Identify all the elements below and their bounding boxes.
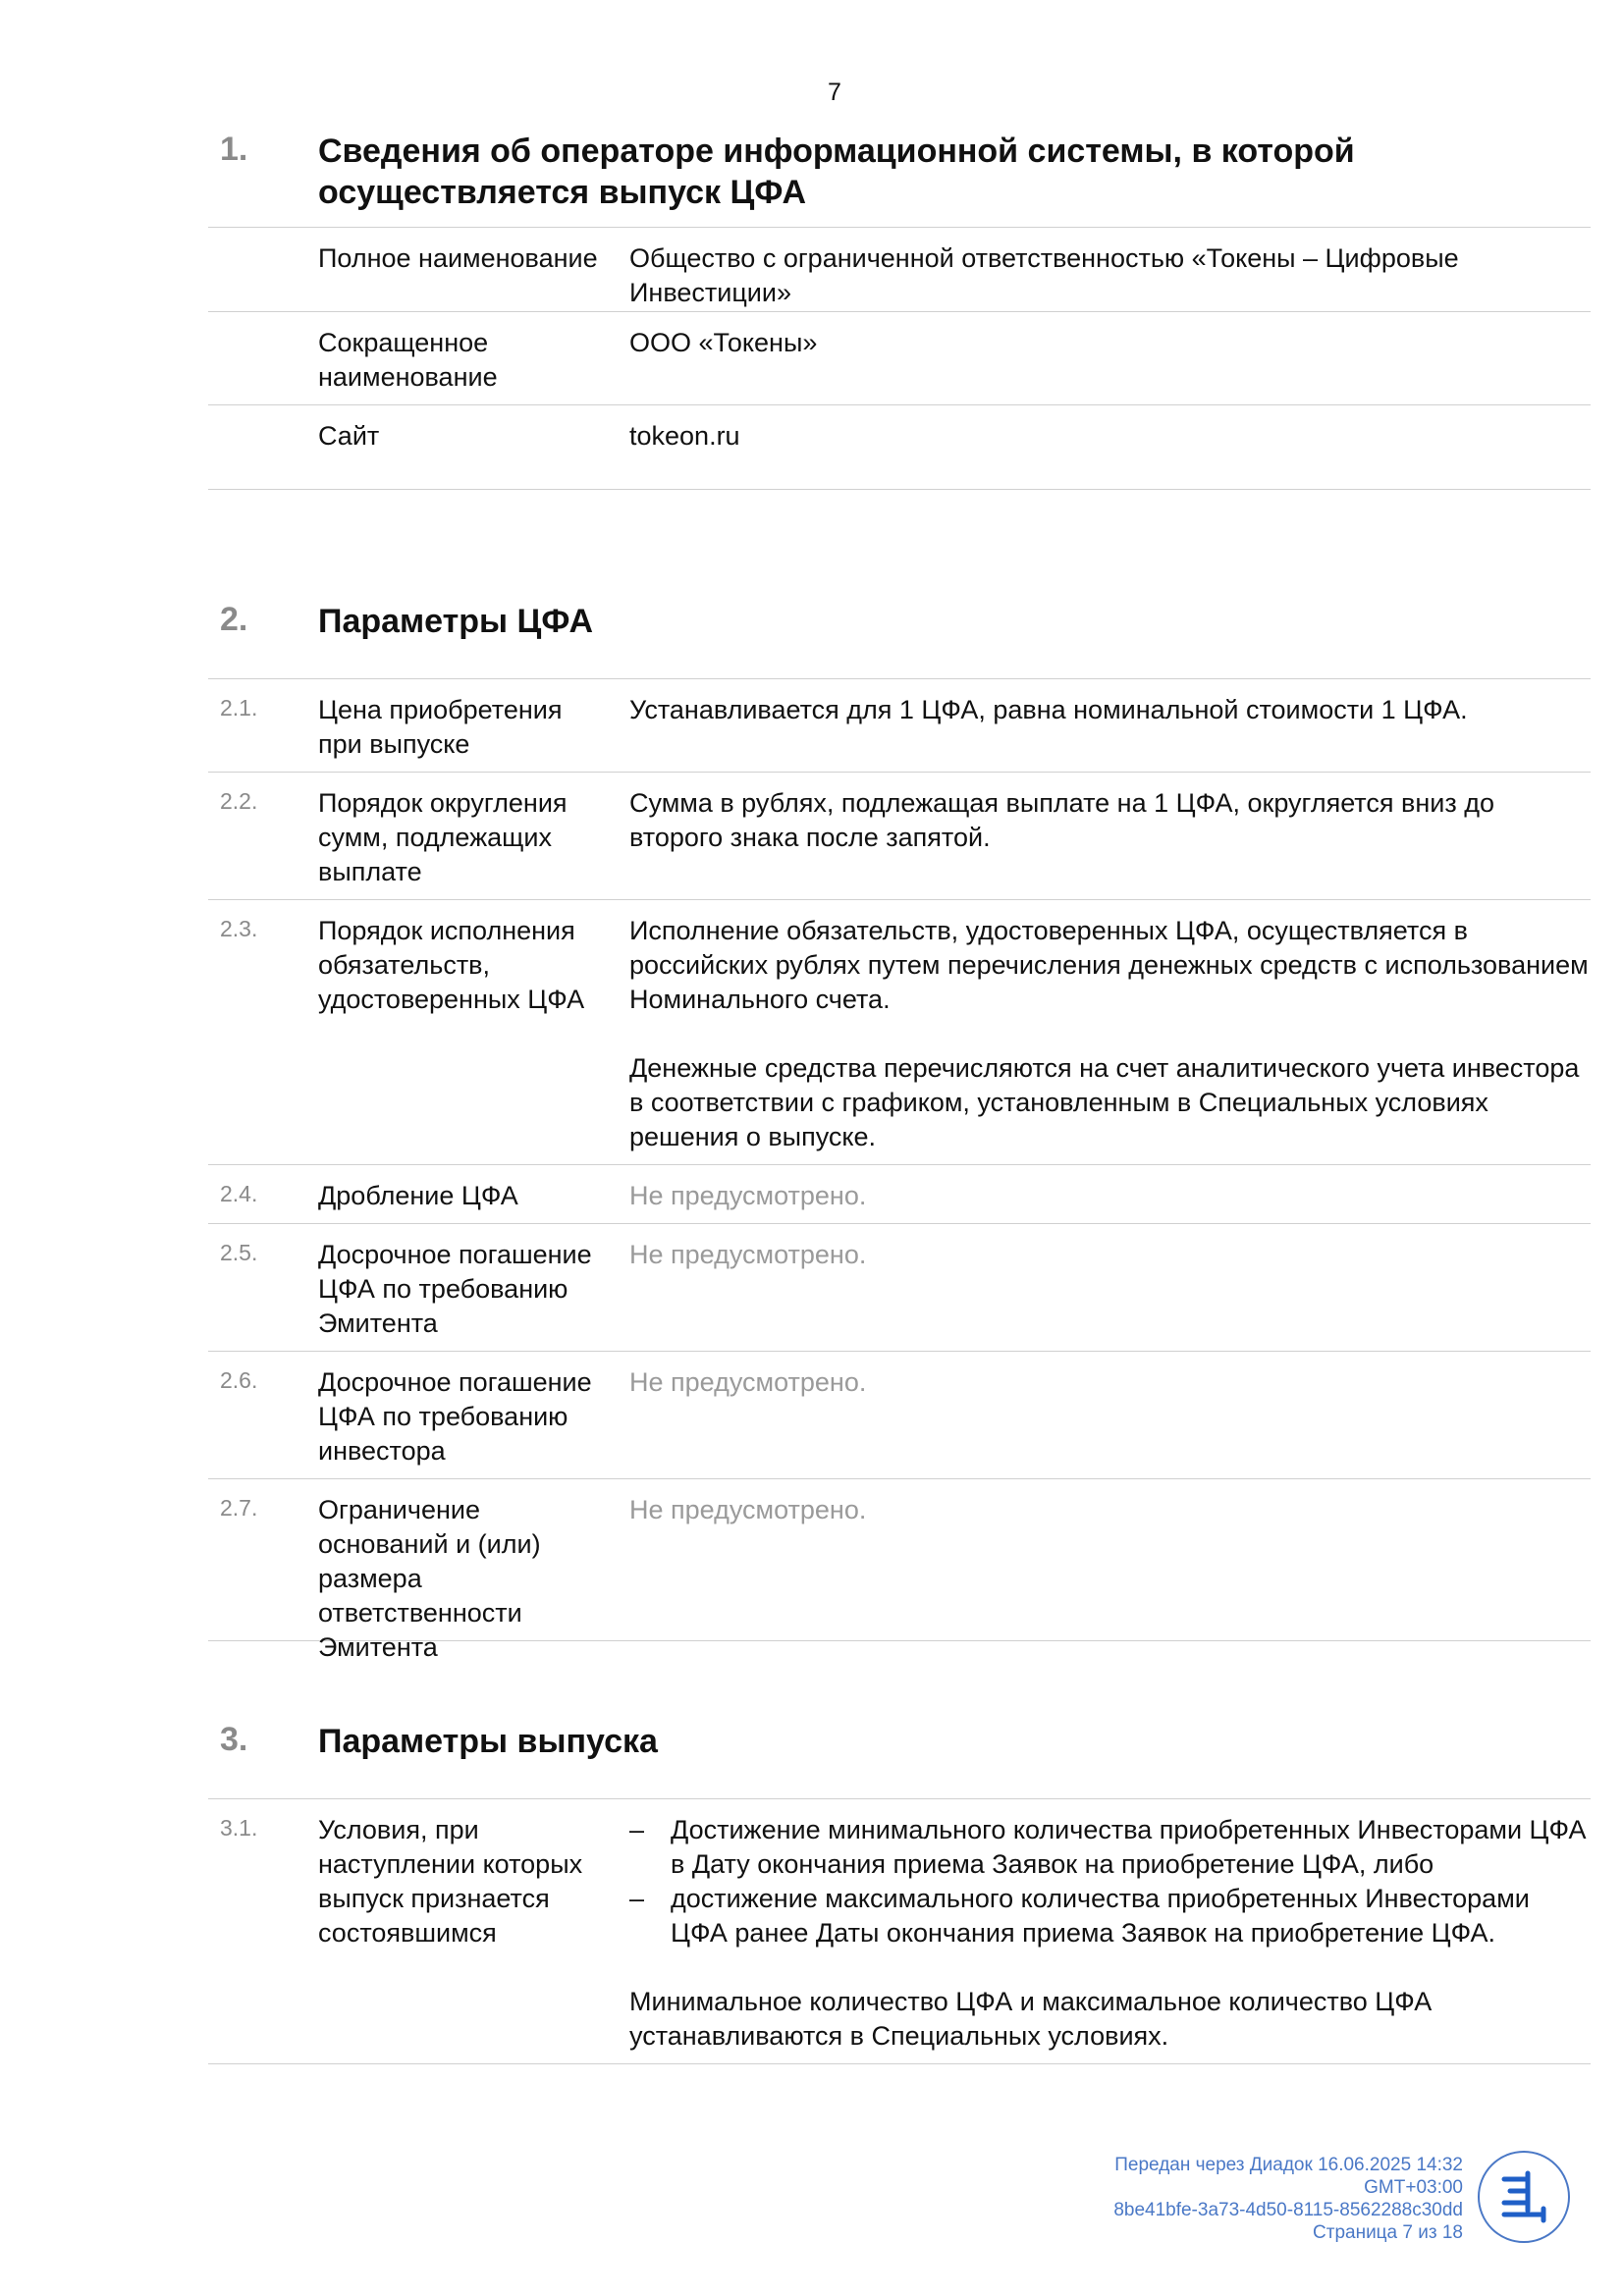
condition-list	[629, 1813, 1591, 1950]
table-row	[208, 678, 1591, 772]
stamp-line-transfer: Передан через Диадок 16.06.2025 14:32 GMT+03:00	[1114, 2155, 1463, 2198]
table-row	[208, 1478, 1591, 1662]
row-label: Досрочное погашение ЦФА по требованию инвестора	[318, 1367, 592, 1466]
row-value	[629, 1813, 1591, 2054]
row-label: Ограничение оснований и (или) размера ответственности Эмитента	[318, 1495, 541, 1662]
section-issue-parameters	[208, 1721, 1591, 2064]
diadoc-logo-icon	[1475, 2148, 1573, 2246]
row-number: 2.1.	[220, 695, 258, 721]
stamp-line-page: Страница 7 из 18	[1313, 2222, 1463, 2243]
row-value: ООО «Токены»	[629, 328, 818, 357]
row-number: 2.6.	[220, 1367, 258, 1393]
row-label: Сокращенное наименование	[318, 328, 498, 392]
section-number: 1.	[220, 131, 248, 168]
row-value: Не предусмотрено.	[629, 1240, 867, 1269]
row-number: 2.5.	[220, 1240, 258, 1265]
paragraph: Исполнение обязательств, удостоверенных ЦФА, осуществляется в российских рублях путем перечисления денежных средств с использованием Номинального счета.	[629, 916, 1589, 1014]
row-value: Устанавливается для 1 ЦФА, равна номинальной стоимости 1 ЦФА.	[629, 695, 1468, 724]
section-number: 3.	[220, 1721, 248, 1758]
section-cfa-parameters	[208, 601, 1591, 1662]
row-label: Порядок исполнения обязательств, удостоверенных ЦФА	[318, 916, 585, 1014]
table-row	[208, 772, 1591, 899]
row-label: Условия, при наступлении которых выпуск признается состоявшимся	[318, 1815, 583, 1948]
table-row	[208, 1164, 1591, 1223]
row-number: 2.2.	[220, 788, 258, 814]
row-number: 3.1.	[220, 1815, 258, 1841]
section-header	[208, 1721, 1591, 1798]
row-label: Цена приобретения при выпуске	[318, 695, 563, 759]
row-value: Не предусмотрено.	[629, 1495, 867, 1524]
row-value: tokeon.ru	[629, 421, 740, 451]
paragraph: Минимальное количество ЦФА и максимальное количество ЦФА устанавливаются в Специальных условиях.	[629, 1987, 1433, 2051]
table-row	[208, 1223, 1591, 1351]
stamp-text	[1011, 2154, 1463, 2244]
row-value: Общество с ограниченной ответственностью «Токены – Цифровые Инвестиции»	[629, 243, 1459, 307]
table-row	[208, 1798, 1591, 2064]
row-number: 2.3.	[220, 916, 258, 941]
section-title: Сведения об операторе информационной системы, в которой осуществляется выпуск ЦФА	[318, 133, 1355, 211]
diadoc-stamp	[1011, 2148, 1581, 2256]
stamp-line-id: 8be41bfe-3a73-4d50-8115-8562288c30dd	[1113, 2200, 1463, 2220]
row-label: Сайт	[318, 421, 380, 451]
section-header	[208, 131, 1591, 227]
paragraph: Денежные средства перечисляются на счет аналитического учета инвестора в соответствии с графиком, установленным в Специальных условиях решения о выпуске.	[629, 1053, 1580, 1151]
row-label: Досрочное погашение ЦФА по требованию Эмитента	[318, 1240, 592, 1338]
row-value: Не предусмотрено.	[629, 1181, 867, 1210]
section-number: 2.	[220, 601, 248, 638]
row-value	[629, 914, 1591, 1154]
section-operator-info	[208, 131, 1591, 490]
row-label: Порядок округления сумм, подлежащих выплате	[318, 788, 568, 886]
row-label: Дробление ЦФА	[318, 1181, 518, 1210]
table-row	[208, 227, 1591, 311]
table-row	[208, 404, 1591, 490]
section-header	[208, 601, 1591, 678]
list-item: – достижение максимального количества приобретенных Инвесторами ЦФА ранее Даты окончания приема Заявок на приобретение ЦФА.	[629, 1882, 1591, 1950]
list-item: – Достижение минимального количества приобретенных Инвесторами ЦФА в Дату окончания приема Заявок на приобретение ЦФА, либо	[629, 1813, 1591, 1882]
row-number: 2.7.	[220, 1495, 258, 1521]
table-row	[208, 899, 1591, 1164]
table-row	[208, 1351, 1591, 1478]
row-value: Сумма в рублях, подлежащая выплате на 1 ЦФА, округляется вниз до второго знака после запятой.	[629, 788, 1494, 852]
table-row	[208, 311, 1591, 404]
section-title: Параметры ЦФА	[318, 603, 594, 640]
row-value: Не предусмотрено.	[629, 1367, 867, 1397]
section-title: Параметры выпуска	[318, 1723, 658, 1760]
row-number: 2.4.	[220, 1181, 258, 1206]
row-label: Полное наименование	[318, 243, 598, 273]
page-number: 7	[828, 79, 841, 106]
